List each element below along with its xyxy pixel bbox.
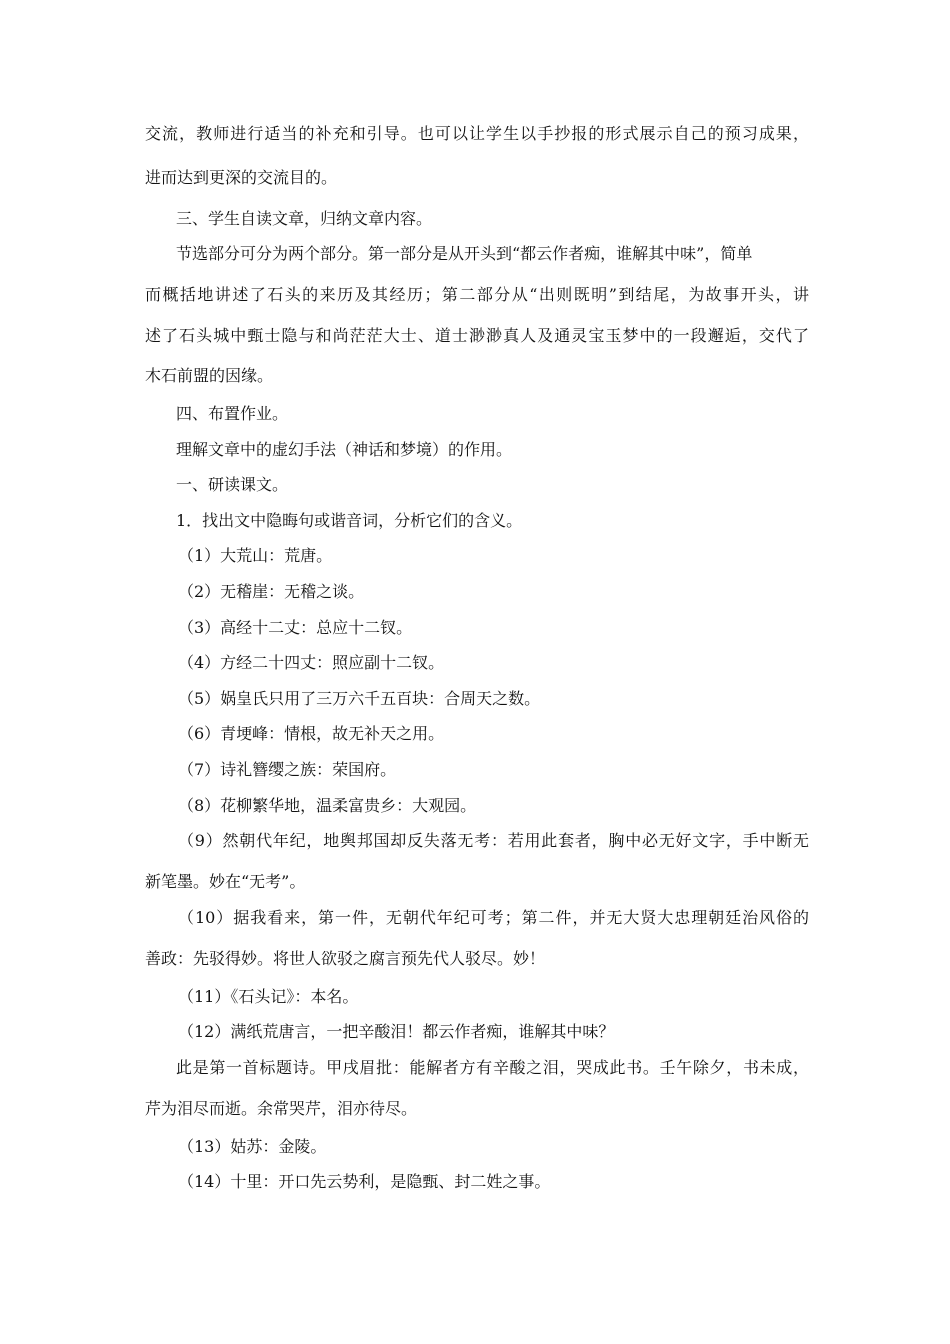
list-item: （3）高经十二丈：总应十二钗。	[178, 618, 413, 637]
list-item-continuation: 新笔墨。妙在“无考”。	[145, 872, 306, 891]
list-item: （2）无稽崖：无稽之谈。	[178, 582, 365, 601]
list-item: （7）诗礼簪缨之族：荣国府。	[178, 760, 397, 779]
paragraph-line: 而概括地讲述了石头的来历及其经历；第二部分从“出则既明”到结尾，为故事开头，讲	[145, 285, 809, 304]
paragraph-line: 节选部分可分为两个部分。第一部分是从开头到“都云作者痴，谁解其中味”，简单	[176, 244, 753, 263]
list-heading: 1．找出文中隐晦句或谐音词，分析它们的含义。	[176, 511, 523, 530]
paragraph-line: 交流，教师进行适当的补充和引导。也可以让学生以手抄报的形式展示自己的预习成果，	[145, 124, 809, 143]
list-item: （1）大荒山：荒唐。	[178, 546, 333, 565]
list-item: （9）然朝代年纪，地舆邦国却反失落无考：若用此套者，胸中必无好文字，手中断无	[178, 831, 809, 850]
paragraph-line: 述了石头城中甄士隐与和尚茫茫大士、道士渺渺真人及通灵宝玉梦中的一段邂逅，交代了	[145, 326, 809, 345]
list-item: （14）十里：开口先云势利，是隐甄、封二姓之事。	[178, 1172, 551, 1191]
paragraph-line: 此是第一首标题诗。甲戌眉批：能解者方有辛酸之泪，哭成此书。壬午除夕，书未成，	[176, 1058, 809, 1077]
list-item: （4）方经二十四丈：照应副十二钗。	[178, 653, 445, 672]
list-item: （5）娲皇氏只用了三万六千五百块：合周天之数。	[178, 689, 541, 708]
list-item: （12）满纸荒唐言，一把辛酸泪！都云作者痴，谁解其中味？	[178, 1022, 615, 1041]
paragraph-line: 理解文章中的虚幻手法（神话和梦境）的作用。	[176, 440, 513, 459]
paragraph-line: 木石前盟的因缘。	[145, 366, 274, 385]
section-heading: 一、研读课文。	[176, 475, 289, 494]
paragraph-line: 进而达到更深的交流目的。	[145, 168, 338, 187]
list-item: （8）花柳繁华地，温柔富贵乡：大观园。	[178, 796, 477, 815]
list-item: （6）青埂峰：情根，故无补天之用。	[178, 724, 445, 743]
list-item: （11）《石头记》：本名。	[178, 987, 359, 1006]
section-heading: 三、学生自读文章，归纳文章内容。	[176, 209, 433, 228]
list-item-continuation: 善政：先驳得妙。将世人欲驳之腐言预先代人驳尽。妙！	[145, 949, 546, 968]
paragraph-line: 芹为泪尽而逝。余常哭芹，泪亦待尽。	[145, 1099, 418, 1118]
section-heading: 四、布置作业。	[176, 404, 289, 423]
list-item: （10）据我看来，第一件，无朝代年纪可考；第二件，并无大贤大忠理朝廷治风俗的	[178, 908, 809, 927]
list-item: （13）姑苏：金陵。	[178, 1137, 327, 1156]
